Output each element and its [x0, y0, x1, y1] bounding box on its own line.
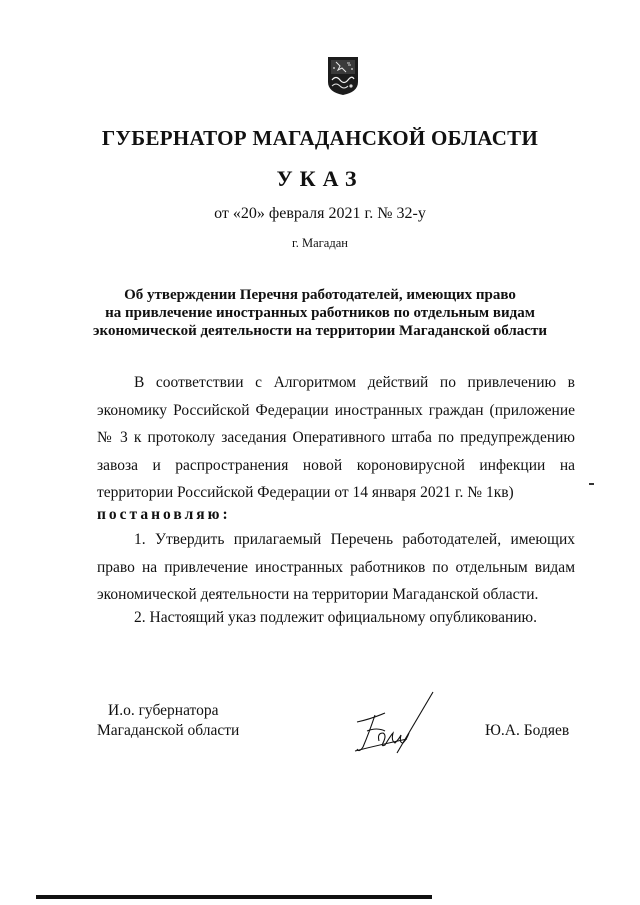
handwritten-signature: [349, 689, 437, 759]
subject-line: экономической деятельности на территории Магаданской области: [93, 323, 547, 339]
coat-of-arms-icon: [327, 56, 359, 96]
document-type: УКАЗ: [276, 166, 364, 191]
city-of-issue: г. Магадан: [292, 236, 348, 250]
position-line: И.о. губернатора: [108, 702, 219, 719]
decree-word: постановляю:: [97, 506, 231, 523]
footer-rule: [36, 895, 432, 899]
signer-name: Ю.А. Бодяев: [485, 722, 570, 739]
issuer-title: ГУБЕРНАТОР МАГАДАНСКОЙ ОБЛАСТИ: [101, 126, 539, 150]
subject-line: на привлечение иностранных работников по отдельным видам: [105, 305, 535, 321]
decree-item-2: 2. Настоящий указ подлежит официальному опубликованию.: [134, 609, 538, 626]
scan-mark: [589, 483, 594, 485]
signer-position: [97, 701, 239, 741]
date-and-number: от «20» февраля 2021 г. № 32-у: [214, 205, 426, 222]
preamble-paragraph: В соответствии с Алгоритмом действий по привлечению в экономику Российской Федерации иностранных граждан (приложение № 3 к протоколу заседания Оперативного штаба по предупреждению завоза и распространения новой короновирусной инфекции на территории Российской Федерации от 14 января 2021 г. № 1кв): [97, 374, 575, 501]
subject-line: Об утверждении Перечня работодателей, имеющих право: [124, 287, 516, 303]
decree-item-1: 1. Утвердить прилагаемый Перечень работодателей, имеющих право на привлечение иностранных работников по отдельным видам экономической деятельности на территории Магаданской области.: [97, 531, 575, 603]
decree-subject: [0, 286, 640, 340]
position-line: Магаданской области: [97, 722, 240, 739]
